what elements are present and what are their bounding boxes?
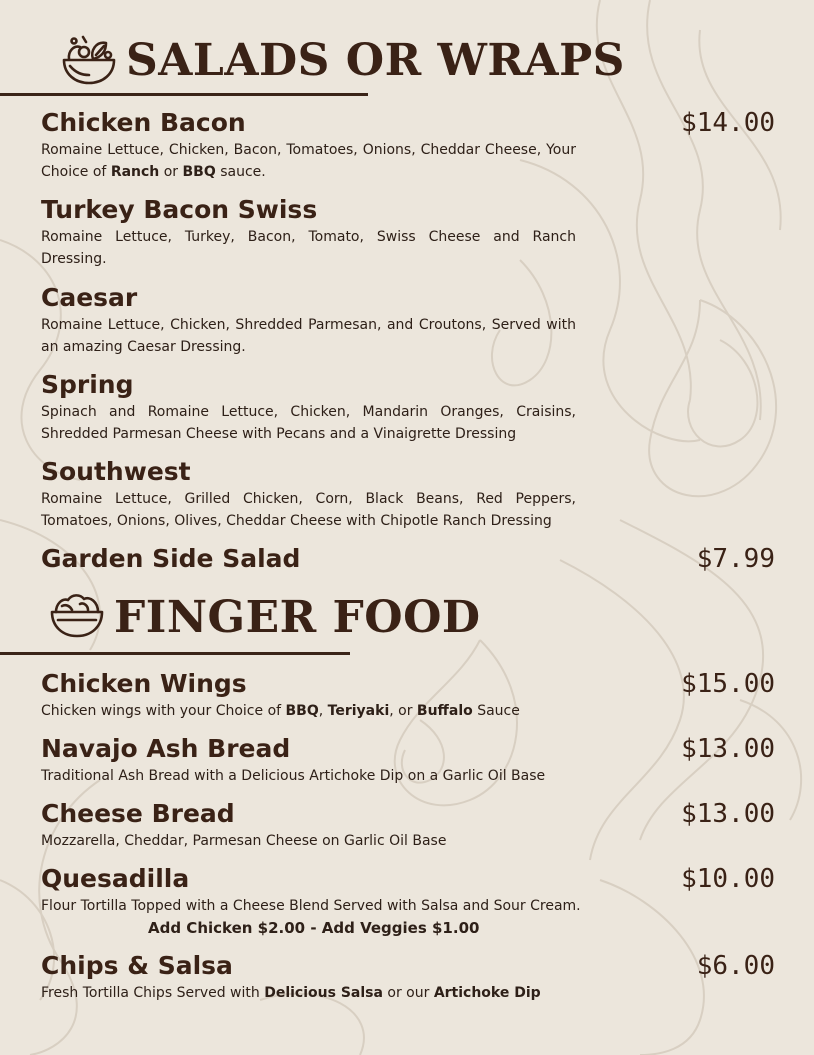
item-name: Quesadilla <box>41 864 190 893</box>
item-name: Chicken Bacon <box>41 108 246 137</box>
item-price: $13.00 <box>681 799 775 829</box>
item-name: Southwest <box>41 457 191 486</box>
item-price: $10.00 <box>681 864 775 894</box>
section-divider <box>0 93 368 96</box>
item-name: Chicken Wings <box>41 669 247 698</box>
item-name: Cheese Bread <box>41 799 235 828</box>
section-title: SALADS OR WRAPS <box>126 34 625 86</box>
menu-item-chips-salsa <box>41 951 775 1004</box>
food-bowl-icon <box>48 590 106 644</box>
item-addons: Add Chicken $2.00 - Add Veggies $1.00 <box>148 919 480 937</box>
menu-item-chicken-wings <box>41 669 775 722</box>
menu-item-chicken-bacon <box>41 108 775 183</box>
item-name: Garden Side Salad <box>41 544 301 573</box>
section-header-finger-food <box>48 590 481 644</box>
item-name: Navajo Ash Bread <box>41 734 291 763</box>
salad-bowl-icon <box>60 33 118 87</box>
item-description: Mozzarella, Cheddar, Parmesan Cheese on Garlic Oil Base <box>41 833 447 849</box>
item-description: Romaine Lettuce, Chicken, Bacon, Tomatoes, Onions, Cheddar Cheese, Your Choice of Ranch or BBQ sauce. <box>41 142 576 180</box>
item-name: Spring <box>41 370 134 399</box>
item-description: Romaine Lettuce, Grilled Chicken, Corn, Black Beans, Red Peppers, Tomatoes, Onions, Olives, Cheddar Cheese with Chipotle Ranch Dressing <box>41 491 576 529</box>
section-header-salads <box>60 33 625 87</box>
section-title: FINGER FOOD <box>114 591 481 643</box>
item-price: $13.00 <box>681 734 775 764</box>
menu-item-garden-side-salad <box>41 544 775 574</box>
item-description: Spinach and Romaine Lettuce, Chicken, Mandarin Oranges, Craisins, Shredded Parmesan Cheese with Pecans and a Vinaigrette Dressing <box>41 404 576 442</box>
item-price: $14.00 <box>681 108 775 138</box>
item-name: Turkey Bacon Swiss <box>41 195 318 224</box>
menu-item-turkey-bacon-swiss <box>41 195 775 270</box>
item-description: Traditional Ash Bread with a Delicious Artichoke Dip on a Garlic Oil Base <box>41 768 546 784</box>
item-description: Romaine Lettuce, Turkey, Bacon, Tomato, Swiss Cheese and Ranch Dressing. <box>41 229 576 267</box>
item-description: Romaine Lettuce, Chicken, Shredded Parmesan, and Croutons, Served with an amazing Caesar Dressing. <box>41 317 576 355</box>
menu-item-cheese-bread <box>41 799 775 852</box>
item-price: $6.00 <box>696 951 775 981</box>
menu-item-caesar <box>41 283 775 358</box>
section-divider <box>0 652 350 655</box>
item-description: Flour Tortilla Topped with a Cheese Blend Served with Salsa and Sour Cream. <box>41 898 581 914</box>
item-name: Caesar <box>41 283 138 312</box>
item-name: Chips & Salsa <box>41 951 233 980</box>
menu-item-navajo-ash-bread <box>41 734 775 787</box>
menu-item-quesadilla <box>41 864 775 939</box>
item-description: Fresh Tortilla Chips Served with Delicious Salsa or our Artichoke Dip <box>41 985 541 1001</box>
menu-item-spring <box>41 370 775 445</box>
item-description: Chicken wings with your Choice of BBQ, Teriyaki, or Buffalo Sauce <box>41 703 520 719</box>
item-price: $15.00 <box>681 669 775 699</box>
menu-item-southwest <box>41 457 775 532</box>
item-price: $7.99 <box>696 544 775 574</box>
